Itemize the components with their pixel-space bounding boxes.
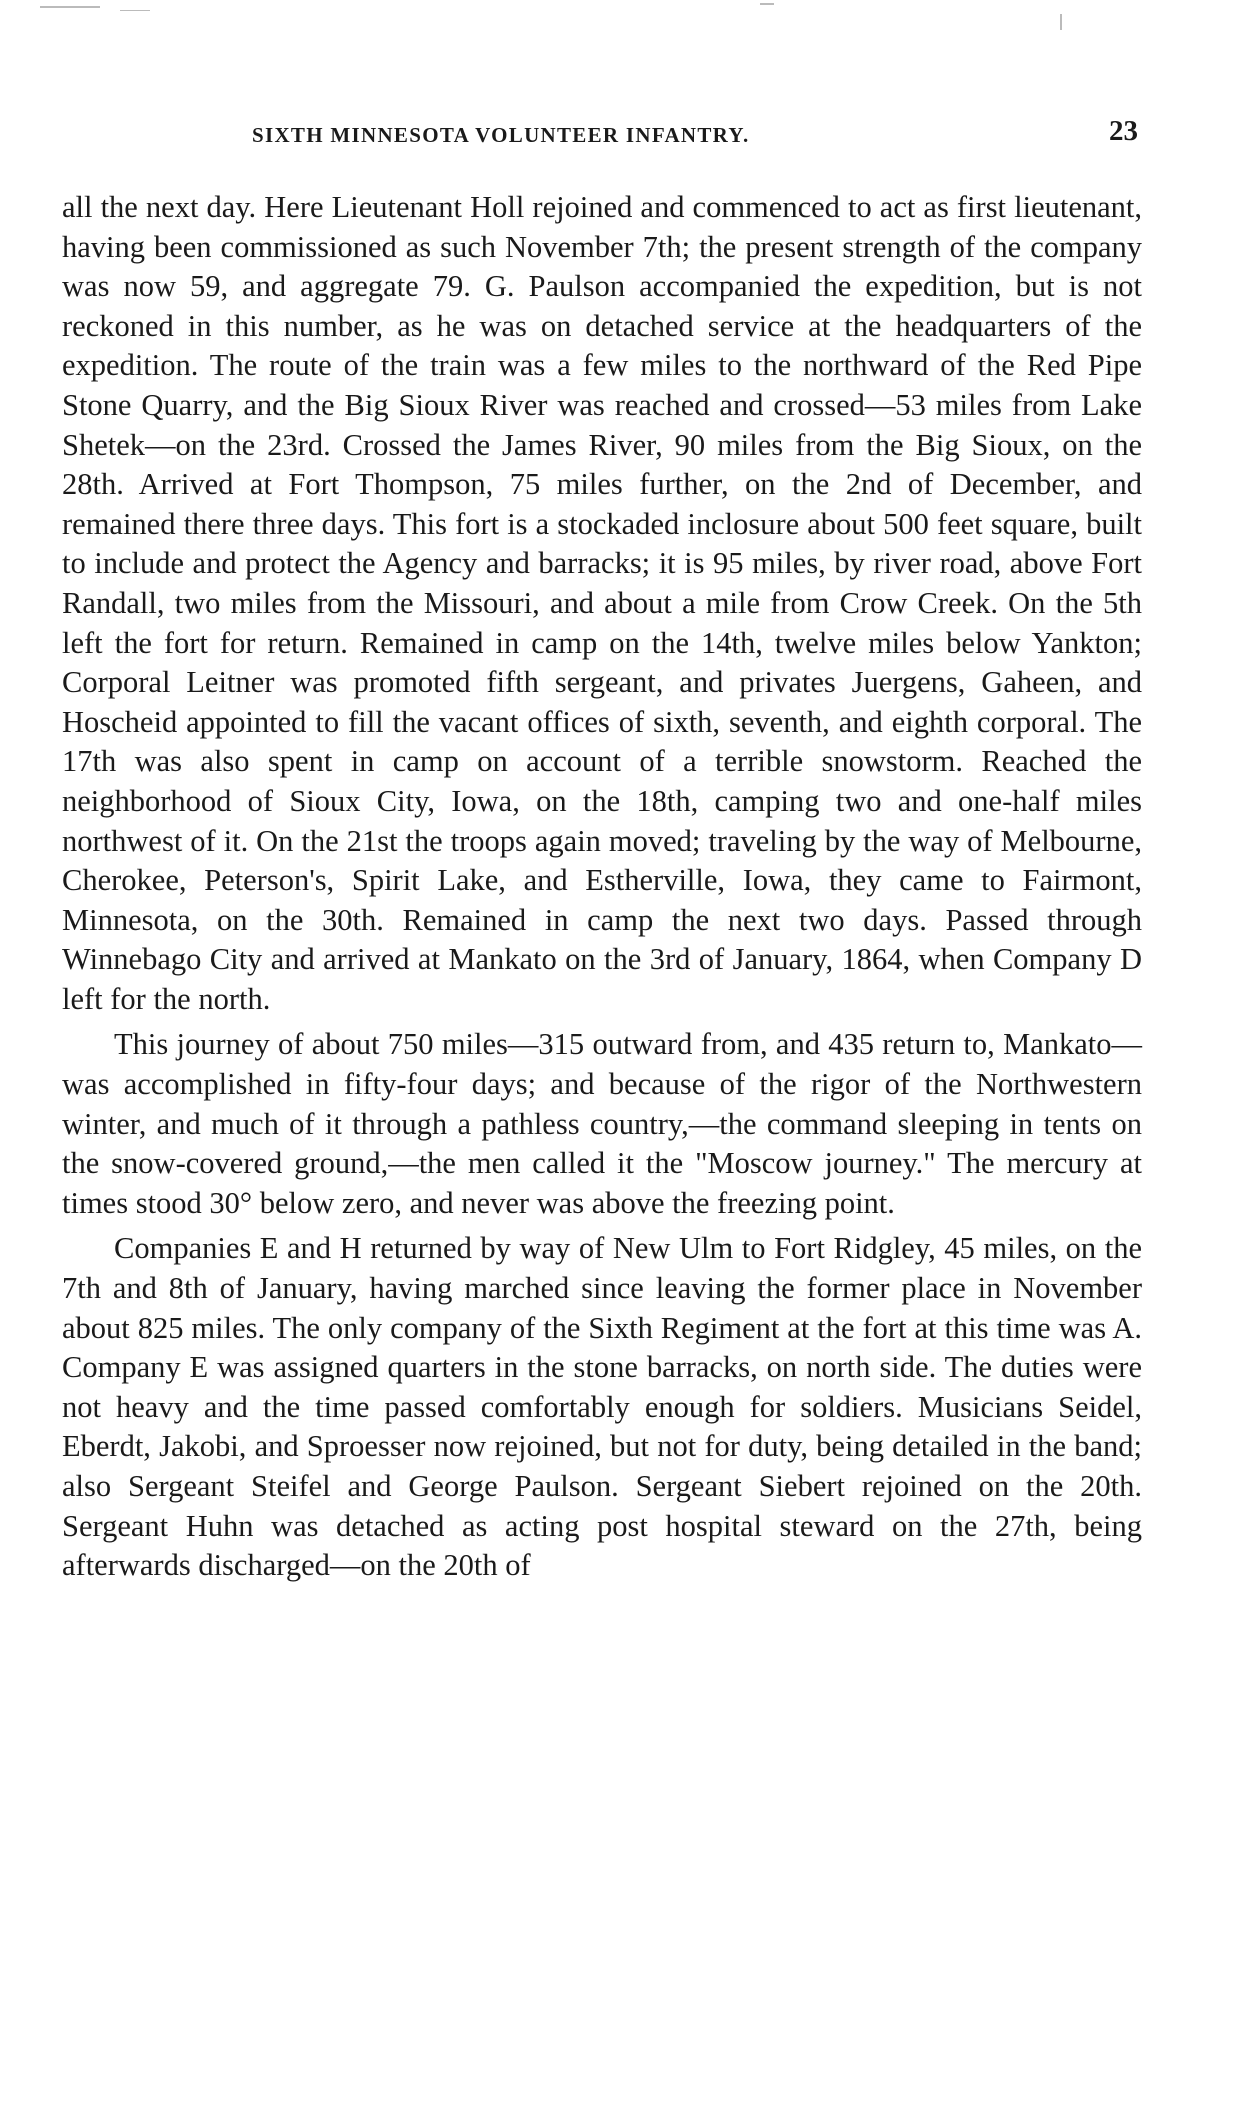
scan-speck [760,3,774,5]
page-header [62,115,1142,155]
scan-speck [40,6,100,8]
page-number: 23 [1109,115,1138,147]
running-title: SIXTH MINNESOTA VOLUNTEER INFANTRY. [252,123,750,147]
scan-speck [120,10,150,11]
paragraph: Companies E and H returned by way of New Ulm to Fort Ridgley, 45 miles, on the 7th and 8th of January, having marched since leaving the former place in November about 825 miles. The only company of the Sixth Regiment at the fort at this time was A. Company E was assigned quarters in the stone barracks, on north side. The duties were not heavy and the time passed comfortably enough for soldiers. Musicians Seidel, Eberdt, Jakobi, and Sproesser now rejoined, but not for duty, being detailed in the band; also Sergeant Steifel and George Paulson. Sergeant Siebert rejoined on the 20th. Sergeant Huhn was detached as acting post hospital steward on the 27th, being afterwards discharged—on the 20th of [62,1231,1142,1583]
scan-speck [1060,14,1062,30]
body-text [62,188,1142,1586]
paragraph: This journey of about 750 miles—315 outward from, and 435 return to, Mankato—was accomplished in fifty-four days; and because of the rigor of the Northwestern winter, and much of it through a pathless country,—the command sleeping in tents on the snow-covered ground,—the men called it the "Moscow journey." The mercury at times stood 30° below zero, and never was above the freezing point. [62,1027,1142,1220]
paragraph: all the next day. Here Lieutenant Holl rejoined and commenced to act as first lieutenant, having been commissioned as such November 7th; the present strength of the company was now 59, and aggregate 79. G. Paulson accompanied the expedition, but is not reckoned in this number, as he was on detached service at the headquarters of the expedition. The route of the train was a few miles to the northward of the Red Pipe Stone Quarry, and the Big Sioux River was reached and crossed—53 miles from Lake Shetek—on the 23rd. Crossed the James River, 90 miles from the Big Sioux, on the 28th. Arrived at Fort Thompson, 75 miles further, on the 2nd of December, and remained there three days. This fort is a stockaded inclosure about 500 feet square, built to include and protect the Agency and barracks; it is 95 miles, by river road, above Fort Randall, two miles from the Missouri, and about a mile from Crow Creek. On the 5th left the fort for return. Remained in camp on the 14th, twelve miles below Yankton; Corporal Leitner was promoted fifth sergeant, and privates Juergens, Gaheen, and Hoscheid appointed to fill the vacant offices of sixth, seventh, and eighth corporal. The 17th was also spent in camp on account of a terrible snowstorm. Reached the neighborhood of Sioux City, Iowa, on the 18th, camping two and one-half miles northwest of it. On the 21st the troops again moved; traveling by the way of Melbourne, Cherokee, Peterson's, Spirit Lake, and Estherville, Iowa, they came to Fairmont, Minnesota, on the 30th. Remained in camp the next two days. Passed through Winnebago City and arrived at Mankato on the 3rd of January, 1864, when Company D left for the north. [62,190,1142,1016]
